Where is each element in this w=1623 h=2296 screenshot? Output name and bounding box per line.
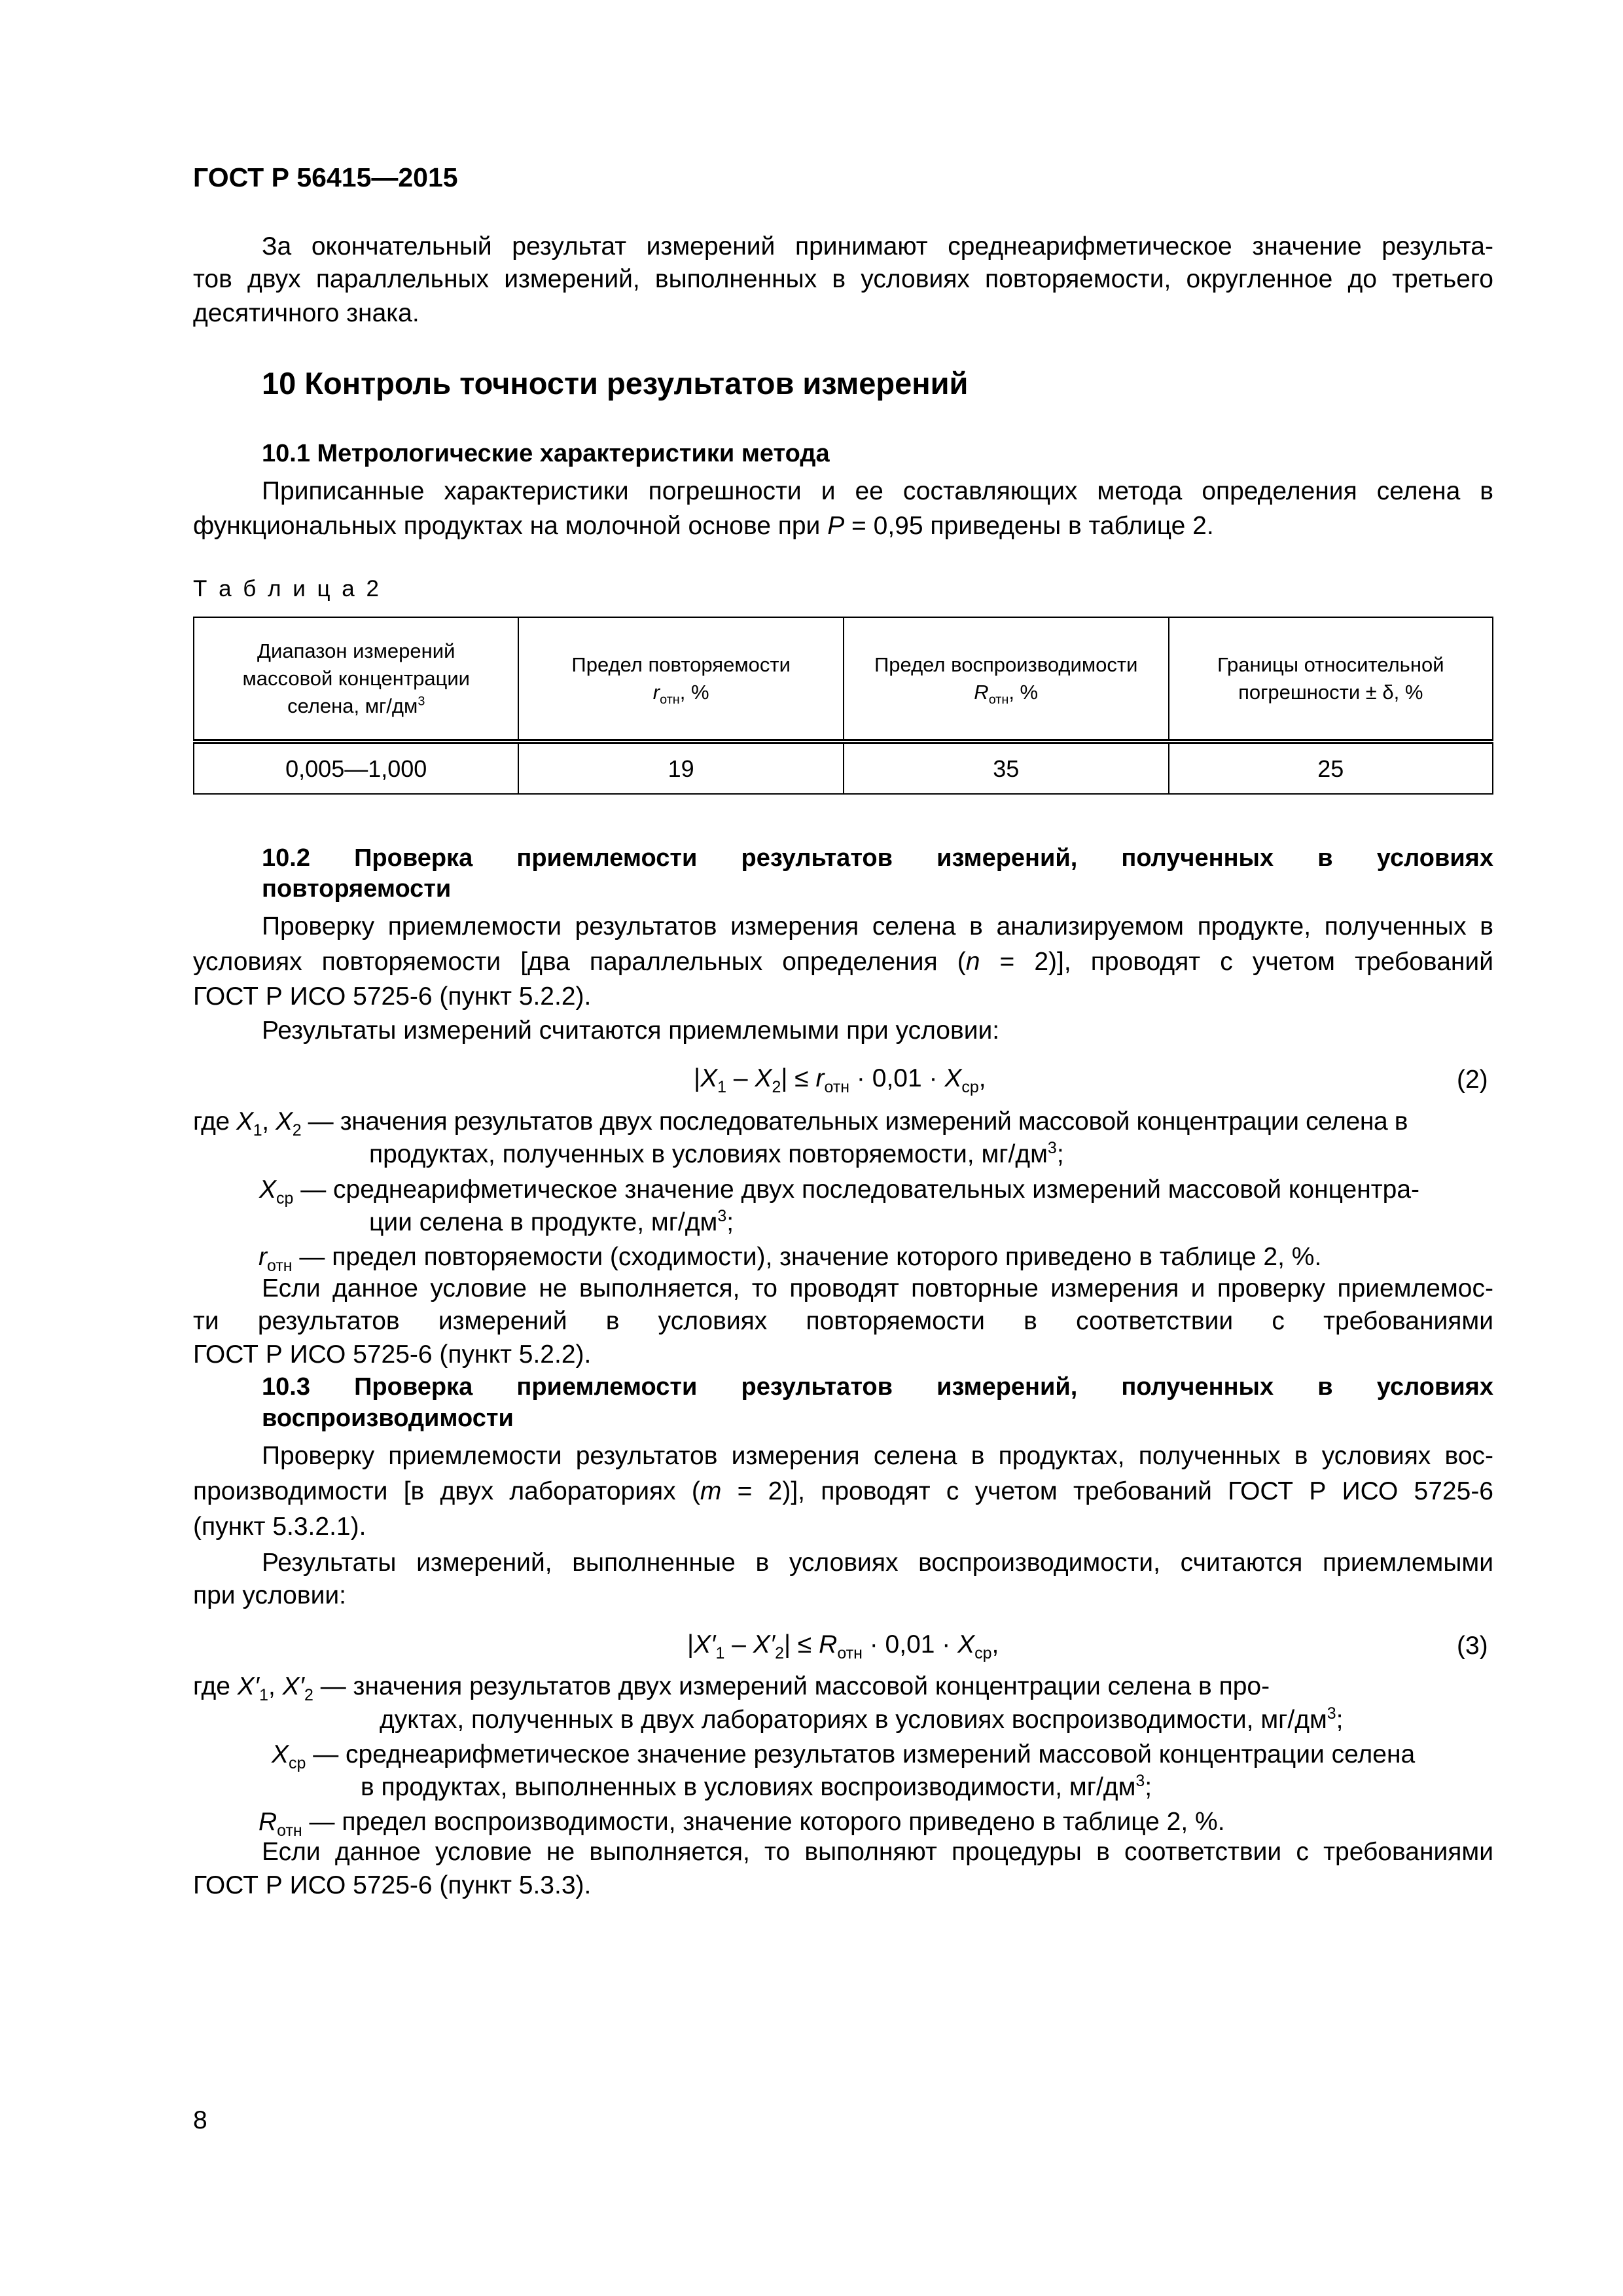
- text-line: Если данное условие не выполняется, то выполняют процедуры в соответствии с требованиями: [262, 1838, 1493, 1866]
- text-line: ГОСТ Р ИСО 5725-6 (пункт 5.2.2).: [193, 1340, 592, 1369]
- definition: $r_{отн}$ — предел повторяемости (сходимости), значение которого приведено в таблице 2, %.: [259, 1243, 1322, 1275]
- formula: $|X'_1 - X'_2| \le R_{отн} \cdot 0,01 \cdot X_{ср}$,: [687, 1630, 999, 1662]
- text-line: Проверку приемлемости результатов измерения селена в продуктах, полученных в условиях вос-: [262, 1442, 1493, 1470]
- formula: $|X_1 - X_2| \le r_{отн} \cdot 0,01 \cdot X_{ср}$,: [694, 1064, 986, 1096]
- text-line: функциональных продуктах на молочной основе при P = 0,95 приведены в таблице 2.: [193, 512, 1214, 540]
- text-line: ти результатов измерений в условиях повторяемости в соответствии с требованиями: [193, 1307, 1493, 1335]
- section-title: 10 Контроль точности результатов измерений: [262, 366, 969, 401]
- equation-number: (2): [1457, 1066, 1488, 1094]
- table-cell: 25: [1169, 742, 1493, 794]
- page-number: 8: [193, 2106, 207, 2134]
- table-header-row: [194, 617, 1493, 742]
- subsection-title: 10.2 Проверка приемлемости результатов измерений, полученных в условиях: [262, 844, 1493, 872]
- text-line: (пункт 5.3.2.1).: [193, 1513, 366, 1541]
- text-line: при условии:: [193, 1581, 346, 1609]
- text-line: Если данное условие не выполняется, то проводят повторные измерения и проверку приемлемос-: [262, 1274, 1493, 1302]
- table-header-cell: Границы относительной погрешности ± δ, %: [1169, 617, 1493, 742]
- text-line: ГОСТ Р ИСО 5725-6 (пункт 5.2.2).: [193, 982, 592, 1011]
- table-cell: 0,005—1,000: [194, 742, 518, 794]
- definition: ции селена в продукте, $мг/дм^3$;: [369, 1207, 734, 1236]
- text-line: условиях повторяемости [два параллельных определения (n = 2)], проводят с учетом требований: [193, 948, 1493, 976]
- data-table: [193, 617, 1493, 795]
- definition: где $X'_1$, $X'_2$ — значения результатов двух измерений массовой концентрации селена в про-: [193, 1672, 1270, 1704]
- document-code: ГОСТ Р 56415—2015: [193, 162, 458, 192]
- table-header-cell: Предел воспроизводимости $R_{отн}$, %: [844, 617, 1169, 742]
- text-line: Проверку приемлемости результатов измерения селена в анализируемом продукте, полученных в: [262, 912, 1493, 941]
- table-cell: 19: [518, 742, 843, 794]
- text-line: За окончательный результат измерений принимают среднеарифметическое значение результа-: [262, 232, 1493, 260]
- text-line: Приписанные характеристики погрешности и ее составляющих метода определения селена в: [262, 477, 1493, 505]
- table-row: [194, 742, 1493, 794]
- table-cell: 35: [844, 742, 1169, 794]
- subsection-title: повторяемости: [262, 875, 452, 903]
- text-line: производимости [в двух лабораториях (m = 2)], проводят с учетом требований ГОСТ Р ИСО 5725-6: [193, 1477, 1493, 1505]
- table-header-cell: Предел повторяемости $r_{отн}$, %: [518, 617, 843, 742]
- definition: продуктах, полученных в условиях повторяемости, $мг/дм^3$;: [369, 1139, 1064, 1168]
- definition: в продуктах, выполненных в условиях воспроизводимости, $мг/дм^3$;: [361, 1772, 1152, 1801]
- table-header-cell: Диапазон измерений массовой концентрации селена, $мг/дм^3$: [194, 617, 518, 742]
- text-line: тов двух параллельных измерений, выполненных в условиях повторяемости, округленное до третьего: [193, 265, 1493, 293]
- text-line: Результаты измерений, выполненные в условиях воспроизводимости, считаются приемлемыми: [262, 1549, 1493, 1577]
- text-line: десятичного знака.: [193, 299, 419, 327]
- text-line: Результаты измерений считаются приемлемыми при условии:: [262, 1016, 1000, 1045]
- definition: дуктах, полученных в двух лабораториях в условиях воспроизводимости, $мг/дм^3$;: [380, 1704, 1344, 1734]
- subsection-title: воспроизводимости: [262, 1405, 514, 1432]
- subsection-title: 10.1 Метрологические характеристики метода: [262, 440, 830, 467]
- subsection-title: 10.3 Проверка приемлемости результатов измерений, полученных в условиях: [262, 1373, 1493, 1401]
- definition: $R_{отн}$ — предел воспроизводимости, значение которого приведено в таблице 2, %.: [259, 1808, 1225, 1840]
- table-caption: Т а б л и ц а 2: [193, 576, 382, 601]
- text-line: ГОСТ Р ИСО 5725-6 (пункт 5.3.3).: [193, 1871, 592, 1899]
- definition: где $X_1$, $X_2$ — значения результатов двух последовательных измерений массовой концентрации селена в: [193, 1107, 1408, 1139]
- definition: $X_{ср}$ — среднеарифметическое значение двух последовательных измерений массовой концентра-: [259, 1175, 1420, 1208]
- definition: $X_{ср}$ — среднеарифметическое значение результатов измерений массовой концентрации селена: [272, 1740, 1416, 1772]
- equation-number: (3): [1457, 1632, 1488, 1660]
